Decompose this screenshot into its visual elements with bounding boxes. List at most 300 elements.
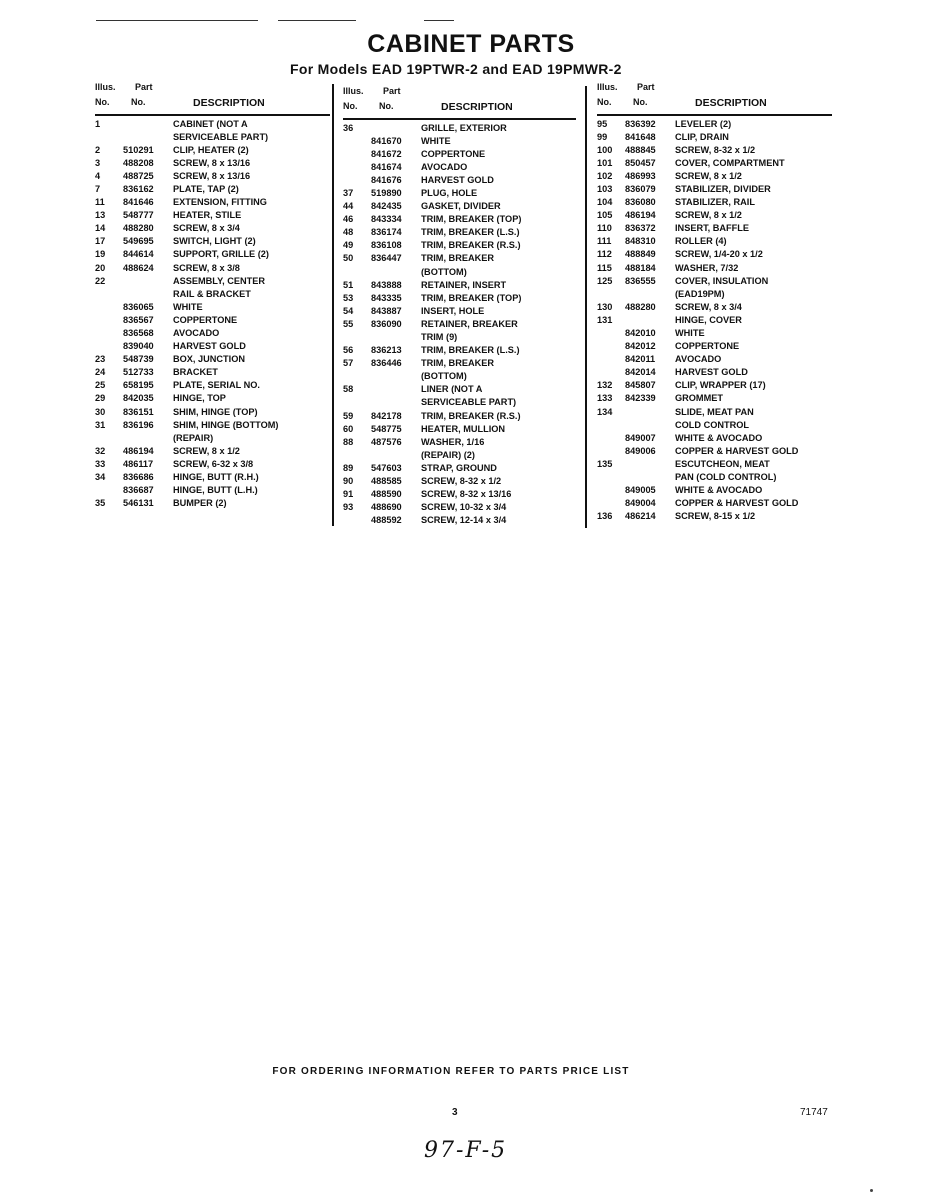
part-description: SUPPORT, GRILLE (2) xyxy=(173,249,269,260)
part-row xyxy=(343,279,576,292)
part-number xyxy=(625,314,675,327)
header-part: Part xyxy=(637,82,655,92)
part-description: RAIL & BRACKET xyxy=(173,288,251,299)
part-row xyxy=(95,118,330,131)
part-row xyxy=(597,131,832,144)
illus-number xyxy=(343,266,371,279)
part-number: 841672 xyxy=(371,148,402,159)
part-row xyxy=(95,392,330,405)
part-number: 842012 xyxy=(625,341,656,352)
part-description: BOX, JUNCTION xyxy=(173,354,245,365)
document-number: 71747 xyxy=(800,1107,828,1118)
header-part-no: No. xyxy=(633,97,648,107)
part-number: 488585 xyxy=(371,476,402,487)
illus-number xyxy=(597,484,625,497)
part-row xyxy=(343,370,576,383)
part-description: SCREW, 8 x 3/4 xyxy=(173,223,240,234)
part-description: SCREW, 8-15 x 1/2 xyxy=(675,511,756,522)
part-number xyxy=(123,118,173,131)
illus-number: 100 xyxy=(597,144,613,155)
illus-number: 17 xyxy=(95,236,106,247)
part-description: SERVICEABLE PART) xyxy=(421,397,517,408)
part-description: TRIM, BREAKER (R.S.) xyxy=(421,240,521,251)
illus-number xyxy=(597,288,625,301)
illus-number: 14 xyxy=(95,223,106,234)
part-number: 488590 xyxy=(371,489,402,500)
part-number: 548775 xyxy=(371,423,402,434)
illus-number: 112 xyxy=(597,249,612,260)
part-row xyxy=(597,183,832,196)
part-number: 836555 xyxy=(625,275,656,286)
part-number: 486117 xyxy=(123,458,154,469)
part-row xyxy=(343,187,576,200)
part-number: 842035 xyxy=(123,393,154,404)
part-row xyxy=(343,200,576,213)
part-row xyxy=(597,484,832,497)
part-row xyxy=(597,445,832,458)
part-number xyxy=(625,406,675,419)
part-number xyxy=(371,370,421,383)
part-description: TRIM, BREAKER xyxy=(421,358,494,369)
part-description: SHIM, HINGE (BOTTOM) xyxy=(173,419,279,430)
part-number: 488184 xyxy=(625,262,656,273)
part-number: 844614 xyxy=(123,249,154,260)
illus-number: 55 xyxy=(343,318,354,329)
header-illus: Illus. xyxy=(343,86,364,96)
part-description: RETAINER, INSERT xyxy=(421,279,507,290)
illus-number xyxy=(95,301,123,314)
part-description: (EAD19PM) xyxy=(675,288,725,299)
illus-number xyxy=(343,396,371,409)
part-number: 488208 xyxy=(123,157,154,168)
header-rule xyxy=(343,118,576,120)
part-row xyxy=(343,383,576,396)
illus-number xyxy=(597,445,625,458)
part-description: WHITE xyxy=(421,135,451,146)
part-number: 487576 xyxy=(371,436,402,447)
part-description: AVOCADO xyxy=(675,354,722,365)
part-description: TRIM, BREAKER (TOP) xyxy=(421,292,522,303)
part-row xyxy=(597,144,832,157)
part-description: WHITE & AVOCADO xyxy=(675,485,763,496)
column-header xyxy=(597,82,832,114)
part-number: 842010 xyxy=(625,328,656,338)
part-row xyxy=(597,340,832,353)
illus-number: 50 xyxy=(343,253,354,264)
column-header xyxy=(343,86,576,118)
column-divider-1 xyxy=(332,84,334,526)
illus-number: 36 xyxy=(343,122,354,133)
part-number: 836174 xyxy=(371,227,402,238)
part-description: PLATE, SERIAL NO. xyxy=(173,380,260,391)
part-row xyxy=(95,366,330,379)
part-row xyxy=(343,266,576,279)
part-row xyxy=(95,301,330,314)
parts-column-3 xyxy=(597,82,832,523)
part-row xyxy=(343,357,576,370)
part-number: 488280 xyxy=(625,301,656,312)
part-row xyxy=(95,497,330,510)
part-row xyxy=(343,318,576,331)
part-number: 841648 xyxy=(625,131,656,142)
illus-number xyxy=(343,148,371,161)
part-number xyxy=(123,432,173,445)
page-number: 3 xyxy=(452,1107,458,1118)
illus-number xyxy=(95,327,123,340)
part-description: SCREW, 8 x 1/2 xyxy=(173,445,240,456)
part-description: HEATER, STILE xyxy=(173,210,242,221)
part-description: SCREW, 8 x 13/16 xyxy=(173,170,251,181)
part-number xyxy=(371,122,421,135)
part-description: SCREW, 8-32 x 1/2 xyxy=(675,144,756,155)
part-description: STABILIZER, RAIL xyxy=(675,197,755,208)
part-number: 547603 xyxy=(371,462,402,473)
part-row xyxy=(343,148,576,161)
part-row xyxy=(597,170,832,183)
part-number xyxy=(371,396,421,409)
part-description: COPPERTONE xyxy=(173,314,238,325)
page-subtitle: For Models EAD 19PTWR-2 and EAD 19PMWR-2 xyxy=(290,61,622,77)
part-row xyxy=(597,275,832,288)
part-description: SHIM, HINGE (TOP) xyxy=(173,406,258,417)
part-row xyxy=(597,353,832,366)
part-number: 836108 xyxy=(371,240,402,251)
part-number: 836446 xyxy=(371,358,402,369)
part-row xyxy=(343,331,576,344)
part-number xyxy=(625,458,675,471)
part-number: 488849 xyxy=(625,249,656,260)
illus-number xyxy=(95,340,123,353)
illus-number: 35 xyxy=(95,498,106,509)
part-row xyxy=(95,170,330,183)
part-row xyxy=(597,262,832,275)
part-row xyxy=(597,327,832,340)
part-number: 843888 xyxy=(371,279,402,290)
part-row xyxy=(95,209,330,222)
part-row xyxy=(343,436,576,449)
part-row xyxy=(95,183,330,196)
part-row xyxy=(95,131,330,144)
illus-number xyxy=(343,514,371,527)
part-number: 842339 xyxy=(625,393,656,404)
part-description: COVER, INSULATION xyxy=(675,275,769,286)
illus-number: 102 xyxy=(597,170,613,181)
part-number xyxy=(371,331,421,344)
part-row xyxy=(597,419,832,432)
part-number: 488280 xyxy=(123,223,154,234)
illus-number: 34 xyxy=(95,472,106,483)
part-description: PLATE, TAP (2) xyxy=(173,183,239,194)
part-row xyxy=(597,406,832,419)
illus-number: 59 xyxy=(343,410,354,421)
illus-number xyxy=(597,497,625,510)
illus-number: 104 xyxy=(597,197,613,208)
part-row xyxy=(343,213,576,226)
part-description: GROMMET xyxy=(675,393,723,404)
part-row xyxy=(95,196,330,209)
part-number: 836687 xyxy=(123,485,154,496)
part-description: SCREW, 1/4-20 x 1/2 xyxy=(675,249,763,260)
illus-number: 49 xyxy=(343,240,354,251)
parts-list xyxy=(95,118,330,511)
part-number: 548739 xyxy=(123,354,154,365)
part-number: 836686 xyxy=(123,472,154,483)
part-row xyxy=(343,449,576,462)
header-illus-no: No. xyxy=(95,97,110,107)
part-description: HINGE, BUTT (R.H.) xyxy=(173,472,259,483)
part-number: 836447 xyxy=(371,253,402,264)
illus-number: 133 xyxy=(597,393,613,404)
part-number: 848310 xyxy=(625,236,656,247)
part-row xyxy=(95,327,330,340)
part-number: 548777 xyxy=(123,210,154,221)
part-description: TRIM, BREAKER (L.S.) xyxy=(421,227,520,238)
part-number: 849004 xyxy=(625,498,656,509)
part-number: 849007 xyxy=(625,432,656,443)
illus-number: 125 xyxy=(597,275,613,286)
part-description: SCREW, 8-32 x 1/2 xyxy=(421,476,502,487)
part-description: (BOTTOM) xyxy=(421,371,467,382)
part-row xyxy=(343,174,576,187)
illus-number: 37 xyxy=(343,187,354,198)
illus-number xyxy=(597,353,625,366)
part-description: TRIM, BREAKER xyxy=(421,253,494,264)
part-description: (REPAIR) (2) xyxy=(421,449,475,460)
part-row xyxy=(95,275,330,288)
part-row xyxy=(597,510,832,523)
illus-number: 89 xyxy=(343,462,354,473)
illus-number: 88 xyxy=(343,436,354,447)
illus-number: 57 xyxy=(343,358,354,369)
illus-number: 131 xyxy=(597,314,613,325)
part-number: 488592 xyxy=(371,515,402,526)
part-description: WASHER, 1/16 xyxy=(421,436,485,447)
illus-number: 111 xyxy=(597,236,612,247)
illus-number: 56 xyxy=(343,345,354,356)
part-number: 843334 xyxy=(371,214,402,225)
part-description: HEATER, MULLION xyxy=(421,423,506,434)
part-row xyxy=(95,471,330,484)
part-number: 836196 xyxy=(123,419,154,430)
part-number: 849005 xyxy=(625,485,656,496)
illus-number: 46 xyxy=(343,214,354,225)
part-description: CLIP, HEATER (2) xyxy=(173,144,249,155)
part-number: 839040 xyxy=(123,341,154,352)
part-row xyxy=(95,314,330,327)
part-description: GRILLE, EXTERIOR xyxy=(421,122,507,133)
illus-number: 60 xyxy=(343,423,354,434)
part-number: 488845 xyxy=(625,144,656,155)
part-number: 488725 xyxy=(123,170,154,181)
illus-number: 58 xyxy=(343,384,354,395)
part-row xyxy=(343,475,576,488)
part-row xyxy=(95,458,330,471)
part-row xyxy=(597,196,832,209)
part-description: SERVICEABLE PART) xyxy=(173,131,269,142)
illus-number: 24 xyxy=(95,367,106,378)
illus-number: 11 xyxy=(95,197,105,208)
part-description: COPPERTONE xyxy=(675,341,740,352)
part-description: HINGE, COVER xyxy=(675,314,742,325)
part-number: 841676 xyxy=(371,174,402,185)
parts-column-2 xyxy=(343,86,576,527)
part-row xyxy=(343,396,576,409)
illus-number: 99 xyxy=(597,131,608,142)
part-row xyxy=(95,445,330,458)
part-description: TRIM, BREAKER (TOP) xyxy=(421,214,522,225)
illus-number: 53 xyxy=(343,292,354,303)
part-number: 512733 xyxy=(123,367,154,378)
illus-number: 33 xyxy=(95,458,106,469)
illus-number: 48 xyxy=(343,227,354,238)
illus-number: 110 xyxy=(597,223,612,234)
part-row xyxy=(597,235,832,248)
part-description: AVOCADO xyxy=(421,161,468,172)
part-number: 658195 xyxy=(123,380,154,391)
illus-number: 7 xyxy=(95,183,101,194)
part-description: COPPERTONE xyxy=(421,148,486,159)
illus-number xyxy=(95,484,123,497)
part-description: (REPAIR) xyxy=(173,432,214,443)
illus-number: 105 xyxy=(597,210,613,221)
part-description: SCREW, 6-32 x 3/8 xyxy=(173,458,254,469)
illus-number xyxy=(343,449,371,462)
part-number: 488690 xyxy=(371,502,402,513)
part-number: 836090 xyxy=(371,318,402,329)
part-row xyxy=(597,157,832,170)
illus-number: 19 xyxy=(95,249,106,260)
illus-number xyxy=(95,432,123,445)
part-description: CLIP, WRAPPER (17) xyxy=(675,380,766,391)
parts-list xyxy=(343,122,576,528)
part-row xyxy=(95,406,330,419)
part-row xyxy=(597,314,832,327)
illus-number: 95 xyxy=(597,118,608,129)
part-description: COPPER & HARVEST GOLD xyxy=(675,498,799,509)
part-row xyxy=(95,484,330,497)
part-number xyxy=(123,131,173,144)
part-number: 841646 xyxy=(123,197,154,208)
illus-number xyxy=(343,370,371,383)
part-row xyxy=(95,262,330,275)
column-header xyxy=(95,82,330,114)
illus-number: 23 xyxy=(95,354,106,365)
part-description: HARVEST GOLD xyxy=(173,341,246,352)
part-number: 843887 xyxy=(371,305,402,316)
part-description: COVER, COMPARTMENT xyxy=(675,157,785,168)
header-illus-no: No. xyxy=(597,97,612,107)
illus-number xyxy=(597,419,625,432)
part-description: AVOCADO xyxy=(173,328,220,338)
part-description: HINGE, BUTT (L.H.) xyxy=(173,485,258,496)
part-description: TRIM, BREAKER (R.S.) xyxy=(421,410,521,421)
part-number: 836162 xyxy=(123,183,154,194)
header-part: Part xyxy=(135,82,153,92)
part-description: HARVEST GOLD xyxy=(675,367,748,378)
part-description: SCREW, 8 x 1/2 xyxy=(675,210,742,221)
part-row xyxy=(95,379,330,392)
part-description: WHITE xyxy=(173,301,203,312)
part-number: 842011 xyxy=(625,354,656,365)
part-description: HINGE, TOP xyxy=(173,393,226,404)
part-description: WHITE xyxy=(675,328,705,338)
part-description: SCREW, 8 x 3/8 xyxy=(173,262,240,273)
part-row xyxy=(95,340,330,353)
part-number xyxy=(371,449,421,462)
part-description: SWITCH, LIGHT (2) xyxy=(173,236,256,247)
illus-number xyxy=(343,161,371,174)
part-row xyxy=(95,157,330,170)
illus-number xyxy=(597,432,625,445)
part-row xyxy=(343,501,576,514)
part-row xyxy=(343,161,576,174)
part-row xyxy=(597,248,832,261)
illus-number: 134 xyxy=(597,406,613,417)
part-description: PAN (COLD CONTROL) xyxy=(675,472,777,483)
part-number: 510291 xyxy=(123,144,154,155)
part-description: STABILIZER, DIVIDER xyxy=(675,183,771,194)
part-description: SCREW, 8 x 13/16 xyxy=(173,157,251,168)
header-illus-no: No. xyxy=(343,101,358,111)
part-description: ESCUTCHEON, MEAT xyxy=(675,458,770,469)
illus-number: 31 xyxy=(95,419,106,430)
part-row xyxy=(343,135,576,148)
illus-number: 115 xyxy=(597,262,612,273)
part-description: INSERT, HOLE xyxy=(421,305,485,316)
part-description: ROLLER (4) xyxy=(675,236,727,247)
part-number: 849006 xyxy=(625,445,656,456)
part-description: EXTENSION, FITTING xyxy=(173,197,267,208)
header-part-no: No. xyxy=(131,97,146,107)
part-description: LINER (NOT A xyxy=(421,384,483,395)
part-number xyxy=(625,471,675,484)
part-description: SCREW, 10-32 x 3/4 xyxy=(421,502,507,513)
illus-number: 51 xyxy=(343,279,354,290)
part-row xyxy=(597,392,832,405)
part-row xyxy=(95,432,330,445)
illus-number: 1 xyxy=(95,118,101,129)
illus-number: 2 xyxy=(95,144,101,155)
top-rule-left xyxy=(96,20,258,21)
part-row xyxy=(343,305,576,318)
illus-number xyxy=(597,471,625,484)
part-row xyxy=(343,410,576,423)
part-number: 841670 xyxy=(371,135,402,146)
part-description: STRAP, GROUND xyxy=(421,462,497,473)
illus-number: 3 xyxy=(95,157,101,168)
part-description: WASHER, 7/32 xyxy=(675,262,739,273)
header-illus: Illus. xyxy=(95,82,116,92)
header-description: DESCRIPTION xyxy=(193,97,265,109)
part-row xyxy=(343,423,576,436)
illus-number xyxy=(597,327,625,340)
part-number: 486194 xyxy=(123,445,154,456)
part-row xyxy=(343,488,576,501)
part-number: 836079 xyxy=(625,183,656,194)
part-row xyxy=(95,419,330,432)
part-row xyxy=(343,514,576,527)
header-description: DESCRIPTION xyxy=(441,101,513,113)
illus-number: 136 xyxy=(597,511,613,522)
illus-number: 25 xyxy=(95,380,106,391)
part-description: BUMPER (2) xyxy=(173,498,227,509)
illus-number: 132 xyxy=(597,380,613,391)
part-row xyxy=(597,458,832,471)
part-number: 850457 xyxy=(625,157,656,168)
part-row xyxy=(597,288,832,301)
part-row xyxy=(95,248,330,261)
part-description: BRACKET xyxy=(173,367,218,378)
